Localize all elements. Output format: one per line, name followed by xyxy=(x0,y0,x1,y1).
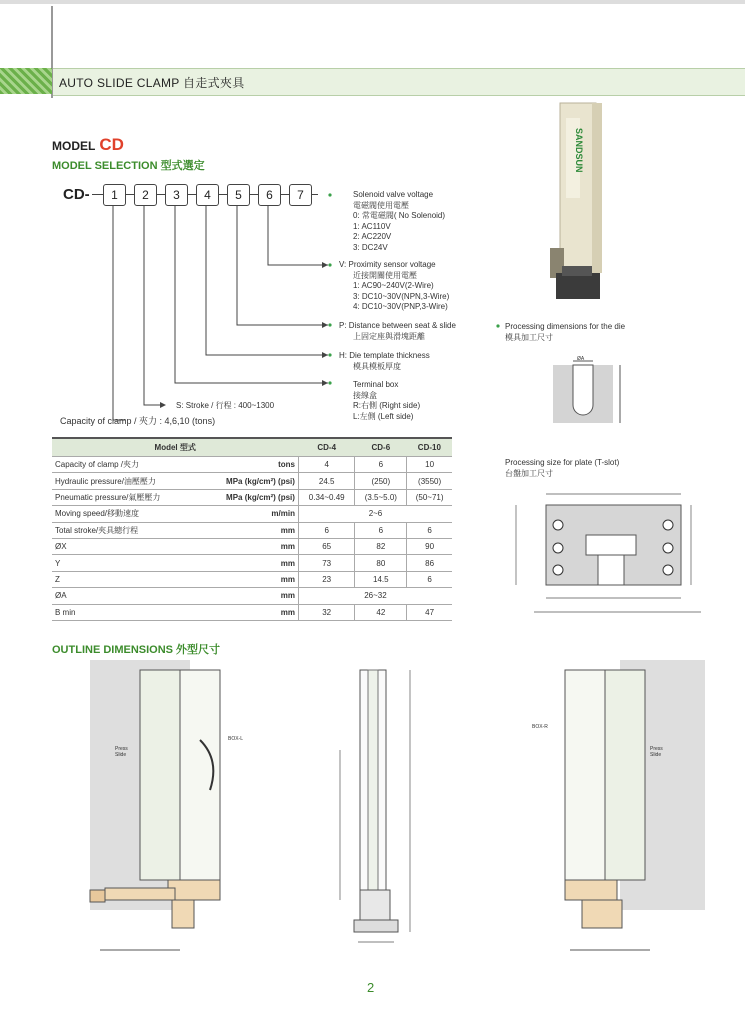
code-position-5: 5 xyxy=(227,184,250,206)
section-title: AUTO SLIDE CLAMP 自走式夾具 xyxy=(59,76,245,90)
spec-table: Model 型式 CD-4 CD-6 CD-10 Capacity of clamp /夾力 tons 4 6 10 Hydraulic pressure/油壓壓力 MPa (kg/cm²) (psi) 24.5 (250) (3550) Pneumatic pressure/氣壓壓力 MPa (kg/cm²) (psi) 0.34~0.49 (3.5~5.0) (50~71) Moving speed/移動速度 m/min 2~6 Total stroke/夾具總行程 mm 6 6 6 ØX mm 65 82 90 Y mm 73 80 86 Z mm 23 14.5 6 ØA mm 26~32 B min mm 32 42 47 xyxy=(52,437,452,621)
model-code: CD xyxy=(99,135,124,154)
stroke-option: S: Stroke / 行程 : 400~1300 xyxy=(176,401,275,410)
table-row: Hydraulic pressure/油壓壓力 MPa (kg/cm²) (psi) 24.5 (250) (3550) xyxy=(52,473,452,489)
terminal-options: Terminal box 接線盒 R:右側 (Right side) L:左側 (Left side) xyxy=(353,380,421,421)
svg-text:Slide: Slide xyxy=(115,752,127,758)
table-row: Total stroke/夾具總行程 mm 6 6 6 xyxy=(52,522,452,538)
outline-heading: OUTLINE DIMENSIONS 外型尺寸 xyxy=(52,644,221,656)
svg-text:ØA: ØA xyxy=(577,356,585,362)
svg-text:Press: Press xyxy=(115,746,128,752)
code-position-4: 4 xyxy=(196,184,219,206)
svg-text:Slide: Slide xyxy=(650,752,662,758)
die-processing-drawing xyxy=(545,355,645,430)
right-outline-drawing xyxy=(520,650,720,960)
svg-text:SANDSUN: SANDSUN xyxy=(574,128,584,173)
code-position-2: 2 xyxy=(134,184,157,206)
table-row: Y mm 73 80 86 xyxy=(52,555,452,571)
table-row: Z mm 23 14.5 6 xyxy=(52,571,452,587)
table-row: B min mm 32 42 47 xyxy=(52,604,452,620)
plate-processing-note: Processing size for plate (T-slot) 台盤加工尺寸 xyxy=(505,458,620,478)
model-selection-heading: MODEL SELECTION 型式選定 xyxy=(52,160,205,172)
p-option: P: Distance between seat & slide 上固定座與滑塊距離 xyxy=(339,321,456,341)
side-view-drawing xyxy=(330,650,430,950)
code-position-1: 1 xyxy=(103,184,126,206)
svg-text:BOX-L: BOX-L xyxy=(228,736,244,742)
table-row: ØA mm 26~32 xyxy=(52,588,452,604)
proximity-options: V: Proximity sensor voltage 近接開關使用電壓 1: AC90~240V(2-Wire) 3: DC10~30V(NPN,3-Wire) 4: DC10~30V(PNP,3-Wire) xyxy=(339,260,450,311)
code-position-6: 6 xyxy=(258,184,281,206)
model-line: MODEL CD xyxy=(52,135,124,154)
product-photo xyxy=(540,98,620,308)
tslot-drawing xyxy=(486,480,716,625)
table-row: Moving speed/移動速度 m/min 2~6 xyxy=(52,506,452,522)
table-row: Pneumatic pressure/氣壓壓力 MPa (kg/cm²) (psi) 0.34~0.49 (3.5~5.0) (50~71) xyxy=(52,489,452,505)
table-row: Capacity of clamp /夾力 tons 4 6 10 xyxy=(52,457,452,473)
page-number: 2 xyxy=(367,980,375,995)
capacity-option: Capacity of clamp / 夾力 : 4,6,10 (tons) xyxy=(60,416,216,426)
code-position-7: 7 xyxy=(289,184,312,206)
h-option: H: Die template thickness 模具模板厚度 xyxy=(339,351,430,371)
code-position-3: 3 xyxy=(165,184,188,206)
solenoid-options: Solenoid valve voltage 電磁閥使用電壓 0: 常電磁閥( No Solenoid) 1: AC110V 2: AC220V 3: DC24V xyxy=(353,190,446,252)
model-code-prefix: CD- xyxy=(63,186,90,203)
table-row: ØX mm 65 82 90 xyxy=(52,538,452,554)
svg-text:Press: Press xyxy=(650,746,663,752)
die-processing-note: Processing dimensions for the die 模具加工尺寸 xyxy=(505,322,626,342)
svg-text:BOX-R: BOX-R xyxy=(532,724,548,730)
left-outline-drawing xyxy=(60,650,320,960)
